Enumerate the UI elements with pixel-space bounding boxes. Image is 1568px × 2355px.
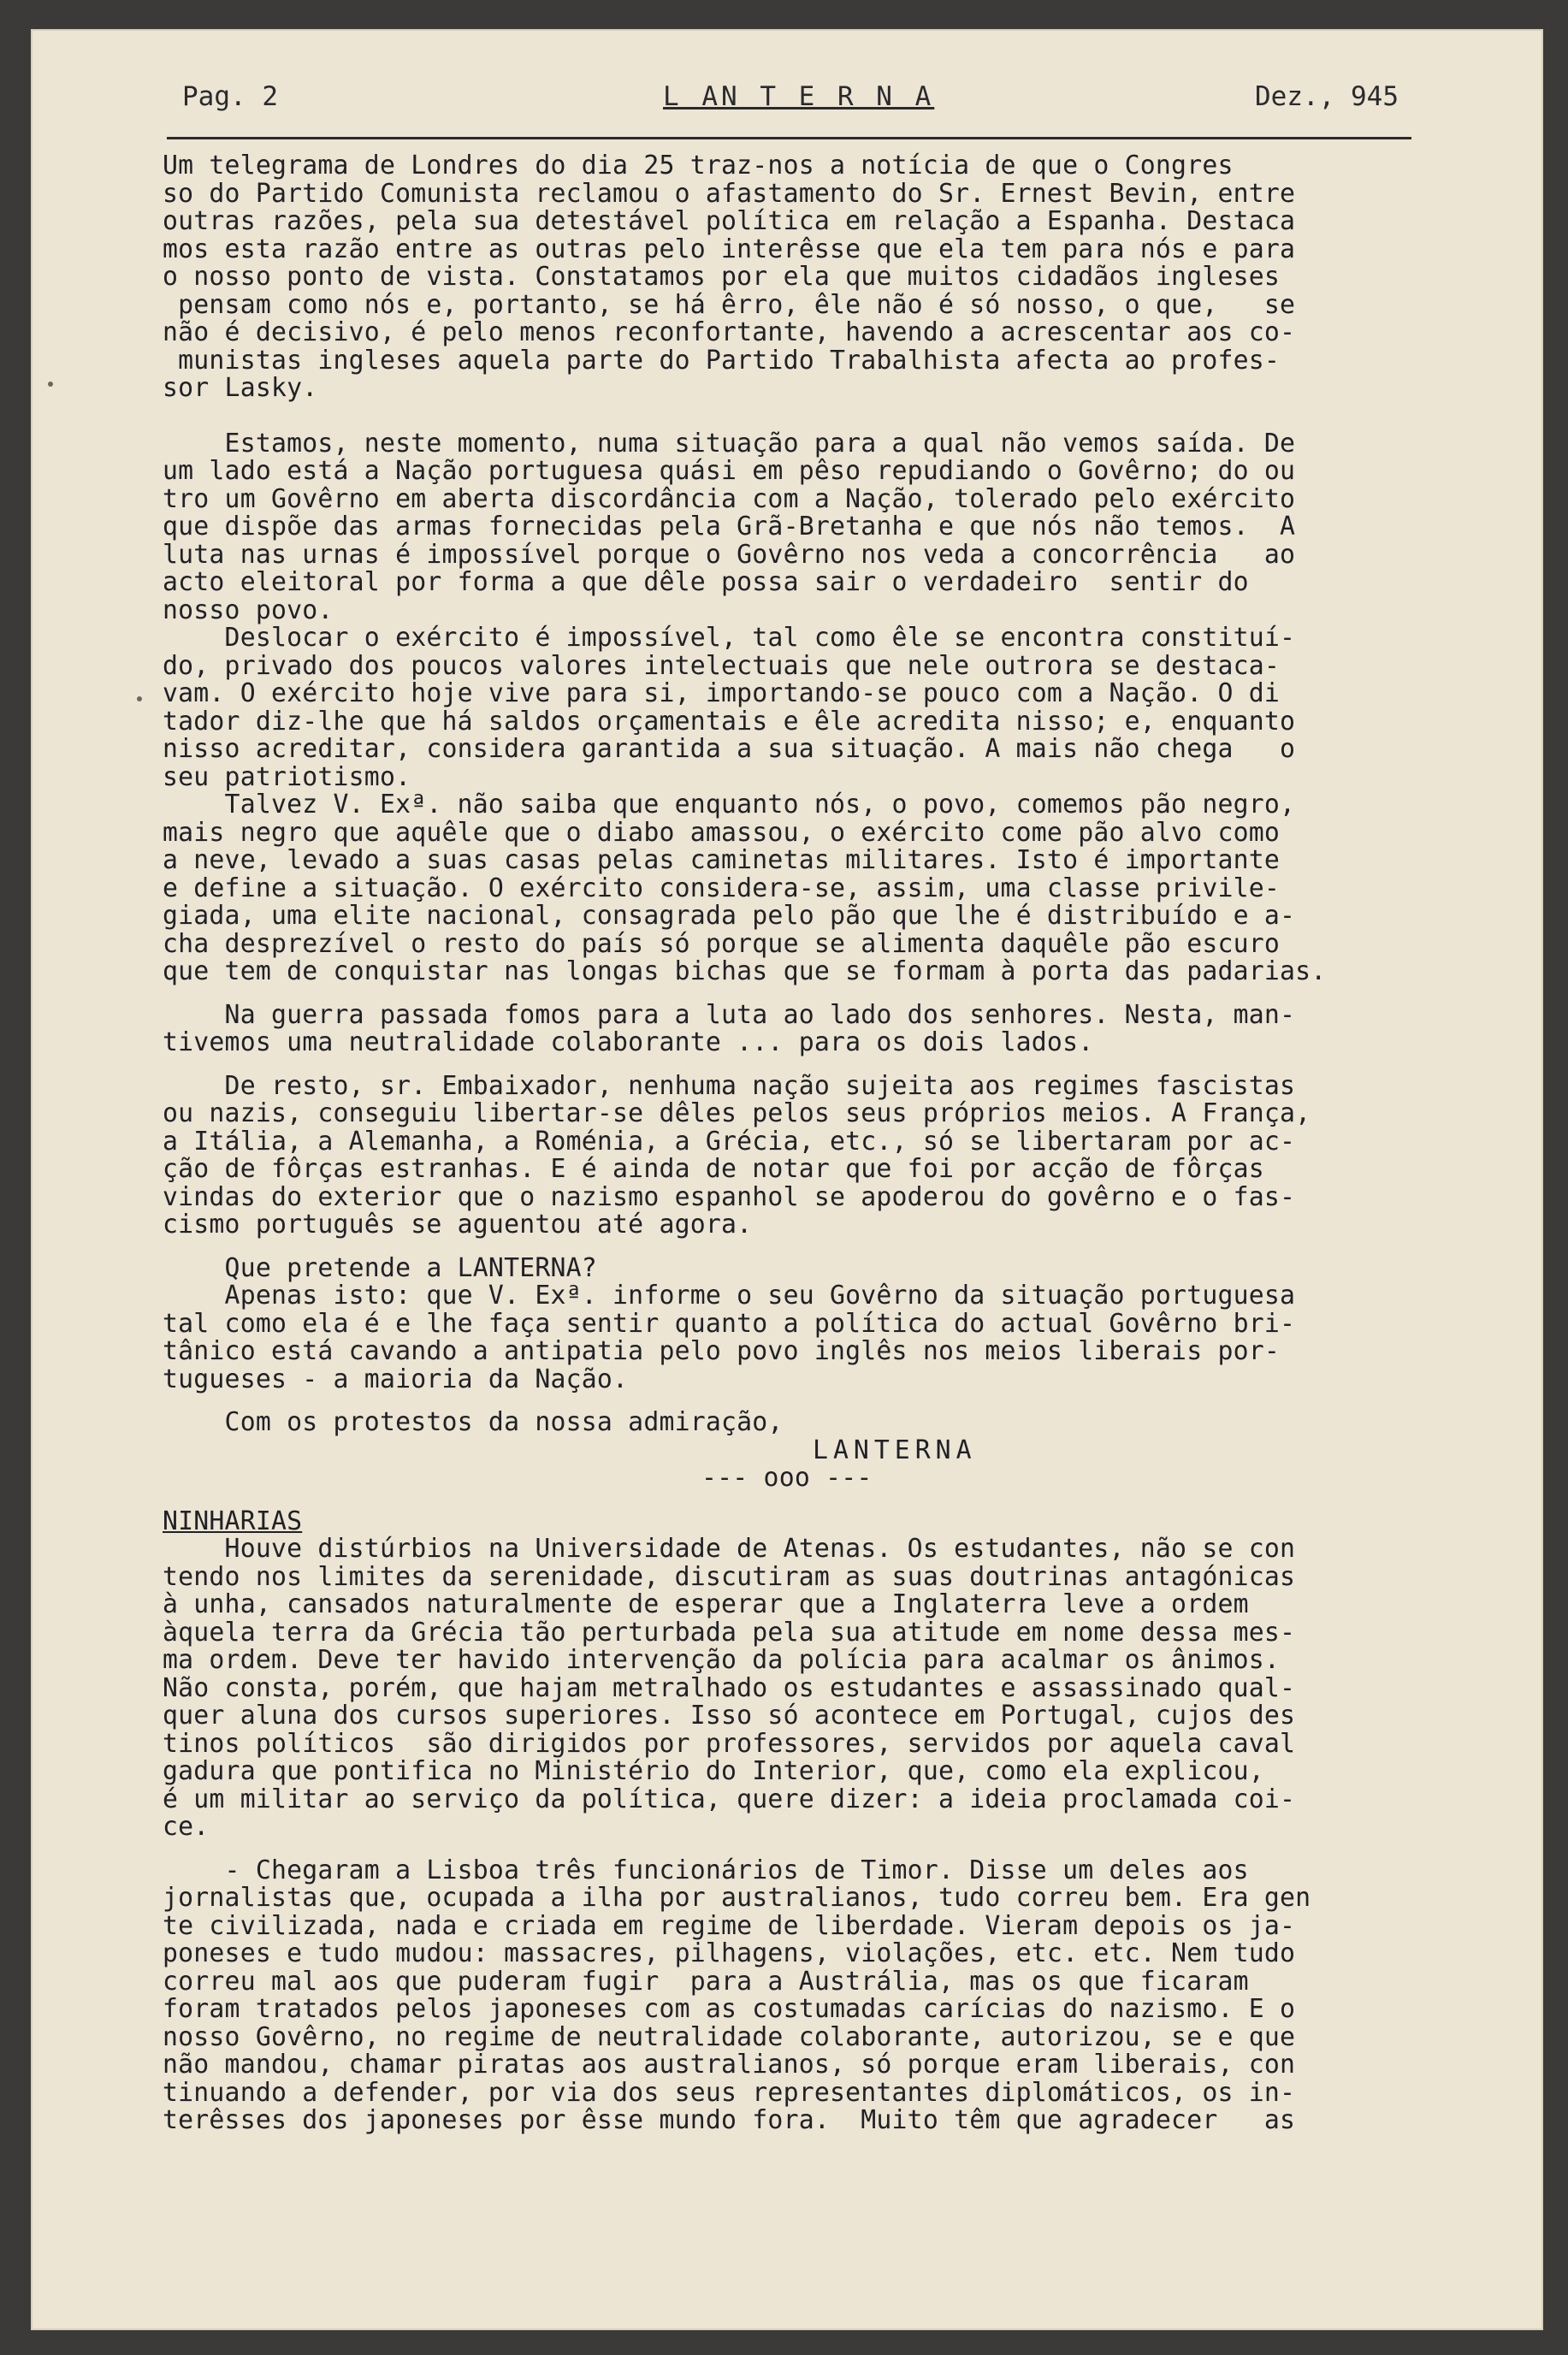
header-rule bbox=[167, 137, 1411, 139]
signature: LANTERNA bbox=[813, 1435, 977, 1465]
text-line: cismo português se aguentou até agora. bbox=[163, 1210, 753, 1240]
section-title: NINHARIAS bbox=[163, 1506, 303, 1536]
text-line: é um militar ao serviço da política, quere dizer: a ideia proclamada coi- bbox=[163, 1784, 1296, 1814]
text-line: Na guerra passada fomos para a luta ao lado dos senhores. Nesta, man- bbox=[163, 999, 1296, 1030]
section-separator: --- ooo --- bbox=[701, 1463, 873, 1493]
text-line: Talvez V. Exª. não saiba que enquanto nós, o povo, comemos pão negro, bbox=[163, 790, 1296, 820]
text-line: ou nazis, conseguiu libertar-se dêles pelos seus próprios meios. A França, bbox=[163, 1098, 1311, 1128]
text-line: terêsses dos japoneses por êsse mundo fora. Muito têm que agradecer as bbox=[163, 2105, 1296, 2135]
text-line: luta nas urnas é impossível porque o Govêrno nos veda a concorrência ao bbox=[163, 539, 1296, 570]
text-line: gadura que pontifica no Ministério do Interior, que, como ela explicou, bbox=[163, 1756, 1264, 1786]
text-line: do, privado dos poucos valores intelectuais que nele outrora se destaca- bbox=[163, 650, 1281, 681]
text-line: e define a situação. O exército considera-se, assim, uma classe privile- bbox=[163, 873, 1281, 903]
text-line: munistas ingleses aquela parte do Partido Trabalhista afecta ao profes- bbox=[163, 345, 1281, 376]
page-header bbox=[150, 56, 1424, 115]
text-line: Não consta, porém, que hajam metralhado os estudantes e assassinado qual- bbox=[163, 1672, 1296, 1703]
text-line: tador diz-lhe que há saldos orçamentais e êle acredita nisso; e, enquanto bbox=[163, 706, 1296, 737]
text-line: tal como ela é e lhe faça sentir quanto a política do actual Govêrno bri- bbox=[163, 1308, 1296, 1339]
paragraph bbox=[163, 152, 1420, 403]
text-line: poneses e tudo mudou: massacres, pilhagens, violações, etc. etc. Nem tudo bbox=[163, 1938, 1296, 1968]
text-line: seu patriotismo. bbox=[163, 761, 411, 792]
text-line: vindas do exterior que o nazismo espanhol se apoderou do govêrno e o fas- bbox=[163, 1181, 1296, 1212]
text-line: mais negro que aquêle que o diabo amassou, o exército come pão alvo como bbox=[163, 817, 1281, 848]
text-line: tinuando a defender, por via dos seus representantes diplomáticos, os in- bbox=[163, 2077, 1296, 2108]
paragraph bbox=[163, 1857, 1420, 2135]
text-line: tânico está cavando a antipatia pelo povo inglês nos meios liberais por- bbox=[163, 1336, 1281, 1366]
issue-date: Dez., 945 bbox=[1255, 81, 1399, 112]
text-line: o nosso ponto de vista. Constatamos por ela que muitos cidadãos ingleses bbox=[163, 262, 1281, 292]
paragraph bbox=[163, 1535, 1420, 1842]
text-line: quer aluna dos cursos superiores. Isso só acontece em Portugal, cujos des bbox=[163, 1701, 1296, 1731]
text-line: - Chegaram a Lisboa três funcionários de Timor. Disse um deles aos bbox=[163, 1855, 1249, 1885]
text-line: giada, uma elite nacional, consagrada pelo pão que lhe é distribuído e a- bbox=[163, 901, 1296, 931]
margin-dot bbox=[137, 696, 142, 701]
newspaper-title: L AN T E R N A bbox=[663, 81, 935, 112]
text-line: De resto, sr. Embaixador, nenhuma nação sujeita aos regimes fascistas bbox=[163, 1070, 1296, 1101]
paragraph bbox=[163, 430, 1420, 625]
paragraph bbox=[163, 791, 1420, 986]
text-line: Um telegrama de Londres do dia 25 traz-nos a notícia de que o Congres bbox=[163, 151, 1234, 180]
text-line: outras razões, pela sua detestável política em relação a Espanha. Destaca bbox=[163, 206, 1296, 236]
text-line: que tem de conquistar nas longas bichas que se formam à porta das padarias. bbox=[163, 956, 1327, 986]
text-line: ce. bbox=[163, 1812, 210, 1842]
text-line: ção de fôrças estranhas. E é ainda de notar que foi por acção de fôrças bbox=[163, 1154, 1264, 1184]
text-line: vam. O exército hoje vive para si, importando-se pouco com a Nação. O di bbox=[163, 678, 1281, 708]
paragraph bbox=[163, 1070, 1420, 1240]
text-line: sor Lasky. bbox=[163, 373, 318, 403]
closing-line: Com os protestos da nossa admiração, bbox=[163, 1407, 784, 1437]
text-line: so do Partido Comunista reclamou o afastamento do Sr. Ernest Bevin, entre bbox=[163, 178, 1296, 209]
text-line: Houve distúrbios na Universidade de Atenas. Os estudantes, não se con bbox=[163, 1534, 1296, 1564]
text-line: mos esta razão entre as outras pelo interêsse que ela tem para nós e para bbox=[163, 234, 1296, 264]
text-line: tivemos uma neutralidade colaborante ... para os dois lados. bbox=[163, 1027, 1094, 1057]
text-line: te civilizada, nada e criada em regime de liberdade. Vieram depois os ja- bbox=[163, 1910, 1296, 1941]
paragraph bbox=[163, 1252, 1420, 1394]
text-line: ma ordem. Deve ter havido intervenção da polícia para acalmar os ânimos. bbox=[163, 1645, 1281, 1675]
text-line: Deslocar o exército é impossível, tal como êle se encontra constituí- bbox=[163, 623, 1296, 653]
text-line: nosso Govêrno, no regime de neutralidade colaborante, autorizou, se e que bbox=[163, 2021, 1296, 2052]
text-line: nisso acreditar, considera garantida a sua situação. A mais não chega o bbox=[163, 734, 1296, 764]
page-number: Pag. 2 bbox=[182, 81, 278, 112]
text-line: àquela terra da Grécia tão perturbada pela sua atitude em nome dessa mes- bbox=[163, 1617, 1296, 1648]
text-line: a neve, levado a suas casas pelas caminetas militares. Isto é importante bbox=[163, 845, 1281, 875]
text-line: nosso povo. bbox=[163, 595, 334, 625]
text-line: pensam como nós e, portanto, se há êrro, êle não é só nosso, o que, se bbox=[163, 289, 1296, 320]
text-line: tinos políticos são dirigidos por professores, servidos por aquela caval bbox=[163, 1728, 1296, 1759]
text-line: à unha, cansados naturalmente de esperar que a Inglaterra leve a ordem bbox=[163, 1589, 1249, 1619]
text-line: Apenas isto: que V. Exª. informe o seu Govêrno da situação portuguesa bbox=[163, 1281, 1296, 1311]
paragraph bbox=[163, 624, 1420, 791]
text-line: cha desprezível o resto do país só porque se alimenta daquêle pão escuro bbox=[163, 928, 1281, 959]
text-line: jornalistas que, ocupada a ilha por australianos, tudo correu bem. Era gen bbox=[163, 1883, 1311, 1913]
text-line: acto eleitoral por forma a que dêle possa sair o verdadeiro sentir do bbox=[163, 567, 1249, 597]
article-body bbox=[163, 152, 1420, 2135]
text-line: não é decisivo, é pelo menos reconfortante, havendo a acrescentar aos co- bbox=[163, 317, 1296, 347]
paragraph bbox=[163, 999, 1420, 1057]
text-line: não mandou, chamar piratas aos australianos, só porque eram liberais, con bbox=[163, 2050, 1296, 2080]
text-line: um lado está a Nação portuguesa quási em pêso repudiando o Govêrno; do ou bbox=[163, 456, 1296, 486]
text-line: que dispõe das armas fornecidas pela Grã-Bretanha e que nós não temos. A bbox=[163, 512, 1296, 541]
text-line: tendo nos limites da serenidade, discutiram as suas doutrinas antagónicas bbox=[163, 1561, 1296, 1592]
text-line: Que pretende a LANTERNA? bbox=[163, 1252, 597, 1283]
text-line: tugueses - a maioria da Nação. bbox=[163, 1364, 629, 1394]
text-line: a Itália, a Alemanha, a Roménia, a Grécia, etc., só se libertaram por ac- bbox=[163, 1126, 1296, 1157]
text-line: Estamos, neste momento, numa situação para a qual não vemos saída. De bbox=[163, 428, 1296, 459]
text-line: foram tratados pelos japoneses com as costumadas carícias do nazismo. E o bbox=[163, 1994, 1296, 2024]
text-line: tro um Govêrno em aberta discordância com a Nação, tolerado pelo exército bbox=[163, 483, 1296, 514]
text-line: correu mal aos que puderam fugir para a Austrália, mas os que ficaram bbox=[163, 1966, 1249, 1997]
margin-dot bbox=[48, 382, 53, 387]
